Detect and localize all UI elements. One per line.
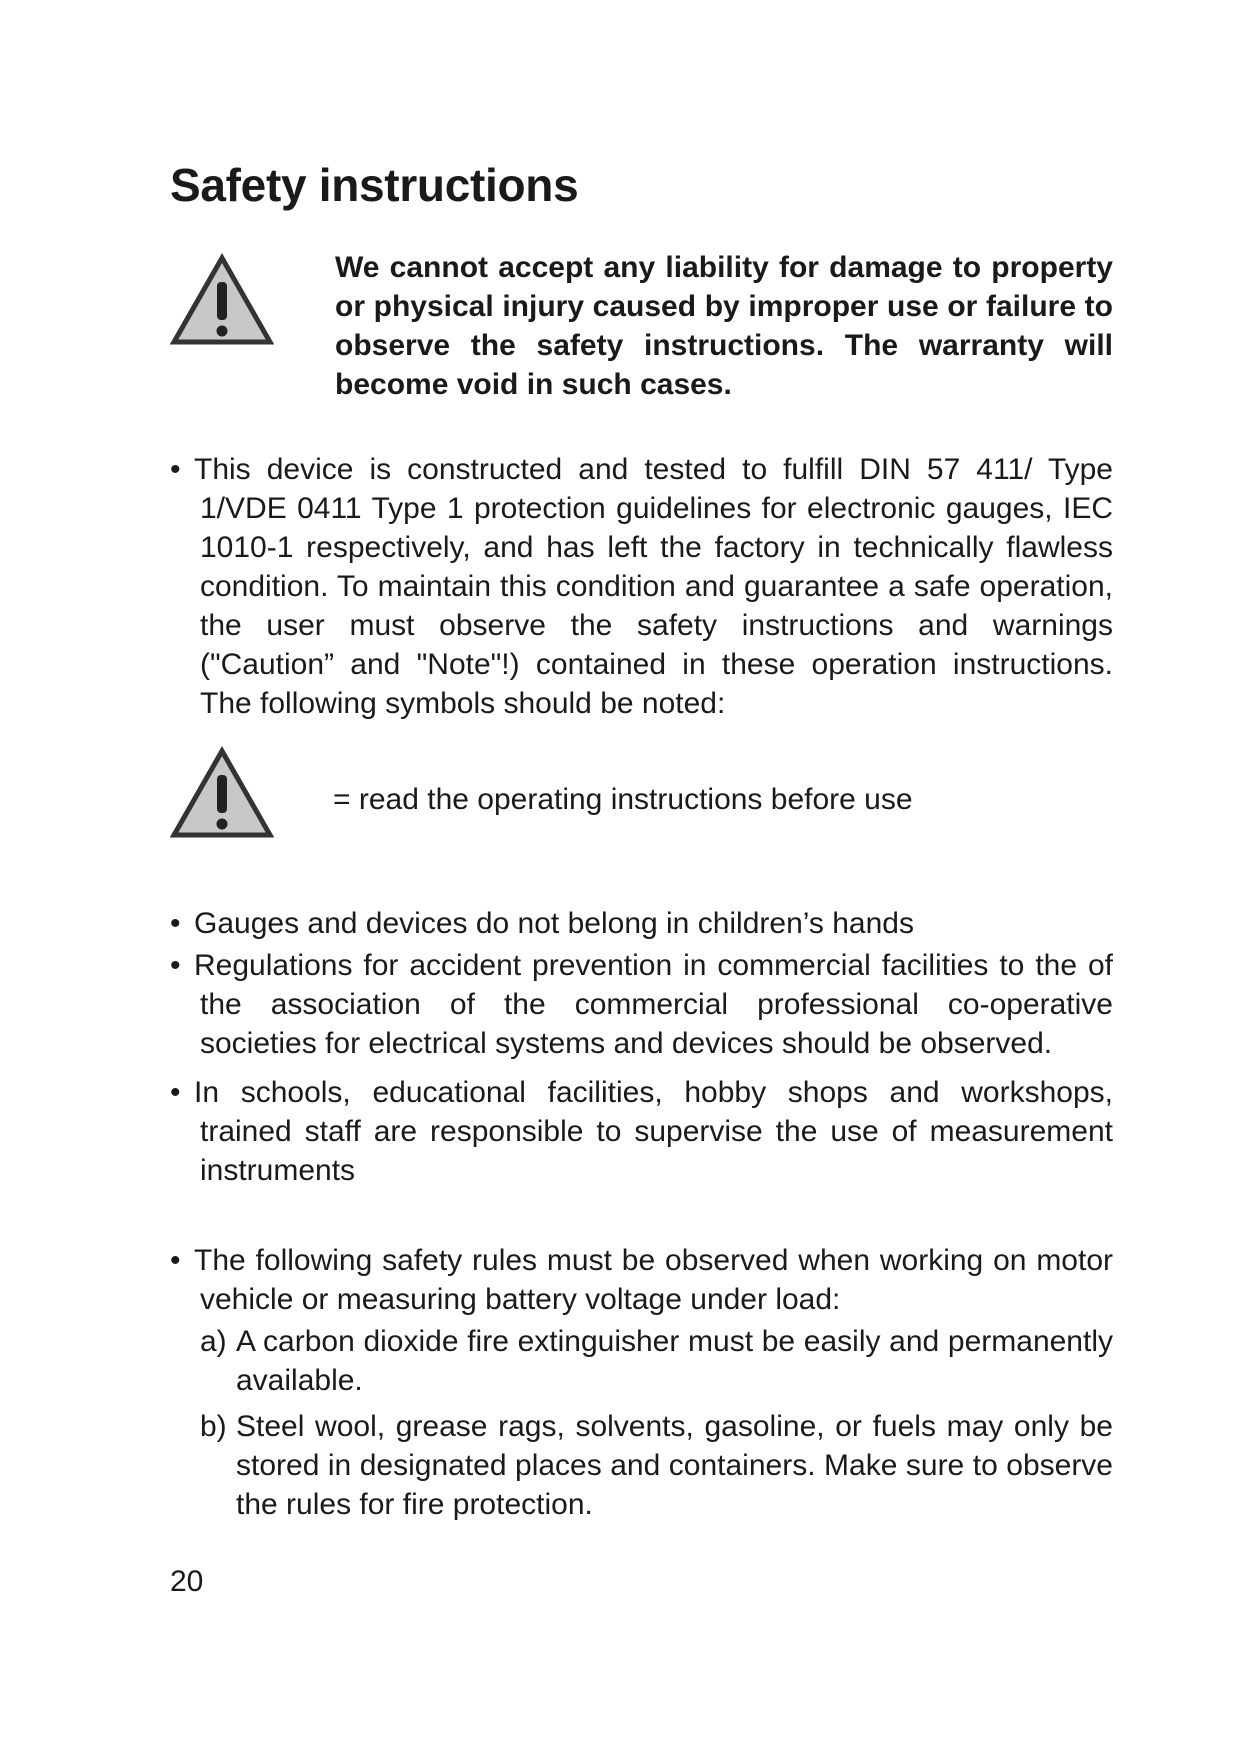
- liability-warning: We cannot accept any liability for damage to property or physical injury caused by improper use or failure to observe the safety instructions. The warranty will become void in such cases.: [335, 251, 1113, 401]
- bullet-marker: •: [170, 1076, 181, 1109]
- bullet-marker: •: [170, 949, 181, 982]
- bullet-text-regulations: Regulations for accident prevention in commercial facilities to the of the association of the commercial professional co-operative societies for electrical systems and devices should be observed.: [194, 949, 1113, 1060]
- subitem-label: b): [200, 1410, 227, 1443]
- subitem-text-extinguisher: A carbon dioxide fire extinguisher must be easily and permanently available.: [236, 1325, 1113, 1397]
- bullet-marker: •: [170, 1244, 181, 1277]
- page-number: 20: [170, 1565, 204, 1598]
- subitem-label: a): [200, 1325, 227, 1358]
- warning-triangle-icon: [170, 252, 274, 348]
- bullet-text-conformity: This device is constructed and tested to fulfill DIN 57 411/ Type 1/VDE 0411 Type 1 protection guidelines for electronic gauges, IEC 1010-1 respectively, and has left the factory in technically flawless condition. To maintain this condition and guarantee a safe operation, the user must observe the safety instructions and warnings ("Caution” and "Note"!) contained in these operation instructions. The following symbols should be noted:: [194, 453, 1113, 720]
- bullet-marker: •: [170, 453, 181, 486]
- bullet-text-schools: In schools, educational facilities, hobby shops and workshops, trained staff are responsible to supervise the use of measurement instruments: [194, 1076, 1113, 1187]
- subitem-text-storage: Steel wool, grease rags, solvents, gasoline, or fuels may only be stored in designated places and containers. Make sure to observe the rules for fire protection.: [236, 1410, 1113, 1521]
- bullet-text-vehicle: The following safety rules must be observed when working on motor vehicle or measuring battery voltage under load:: [194, 1244, 1113, 1316]
- warning-triangle-icon: [170, 745, 274, 841]
- page-title: Safety instructions: [170, 159, 579, 211]
- bullet-marker: •: [170, 907, 181, 940]
- bullet-text-children: Gauges and devices do not belong in children’s hands: [194, 907, 914, 940]
- symbol-description: = read the operating instructions before use: [333, 783, 913, 816]
